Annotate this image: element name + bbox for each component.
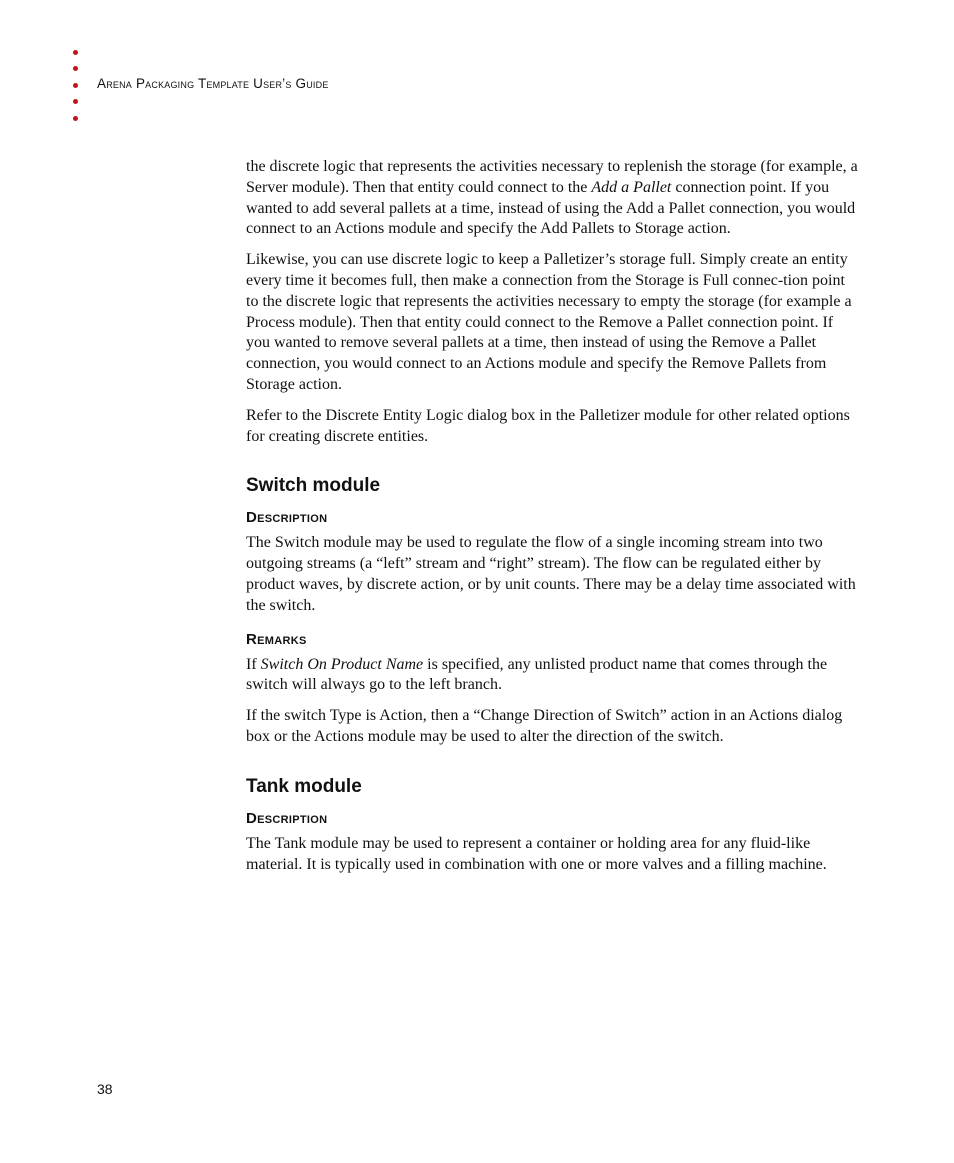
page-number: 38 — [97, 1081, 113, 1097]
section-heading-tank: Tank module — [246, 775, 362, 797]
bullet-icon — [73, 50, 78, 55]
text-run: connection point. If you wanted to add several pallets at a time, instead of using the Add a Pallet connection, you would connect to an Actions module and specify the Add Pallets to Storage action. — [246, 178, 856, 238]
text-run: If — [246, 655, 261, 673]
bullet-icon — [73, 83, 78, 88]
running-head: Arena Packaging Template User’s Guide — [97, 76, 329, 91]
subheading-remarks: Remarks — [246, 630, 307, 648]
paragraph: Refer to the Discrete Entity Logic dialog box in the Palletizer module for other related options for creating discrete entities. — [246, 406, 850, 445]
text-run: is specified, any unlisted product name that comes through the switch will always go to the left branch. — [246, 655, 828, 694]
section-heading-switch: Switch module — [246, 475, 381, 497]
bullet-icon — [73, 99, 78, 104]
bullet-icon — [73, 66, 78, 71]
paragraph: The Tank module may be used to represent a container or holding area for any fluid-like material. It is typically used in combination with one or more valves and a filling machine. — [246, 834, 827, 873]
subheading-description: Description — [246, 509, 328, 527]
emphasis-text: Add a Pallet — [591, 178, 672, 196]
paragraph — [246, 157, 858, 240]
main-content — [246, 157, 858, 885]
emphasis-text: Switch On Product Name — [260, 655, 424, 673]
paragraph: Likewise, you can use discrete logic to keep a Palletizer’s storage full. Simply create an entity every time it becomes full, then make a connection from the Storage is Full connec-tion point to the discrete logic that represents the activities necessary to empty the storage (for example a Process module). Then that entity could connect to the Remove a Pallet connection point. If you wanted to remove several pallets at a time, then instead of using the Remove a Pallet connection, you would connect to an Actions module and specify the Remove Pallets from Storage action. — [246, 251, 852, 393]
subheading-description: Description — [246, 809, 328, 827]
bullet-icon — [73, 116, 78, 121]
text-run: the discrete logic that represents the activities necessary to replenish the storage (for example, a Server module). Then that entity could connect to the — [246, 158, 858, 196]
paragraph — [246, 655, 858, 697]
paragraph: The Switch module may be used to regulate the flow of a single incoming stream into two outgoing streams (a “left” stream and “right” stream). The flow can be regulated either by product waves, by discrete action, or by unit counts. There may be a delay time associated with the switch. — [246, 534, 856, 614]
paragraph: If the switch Type is Action, then a “Change Direction of Switch” action in an Actions dialog box or the Actions module may be used to alter the direction of the switch. — [246, 707, 843, 745]
